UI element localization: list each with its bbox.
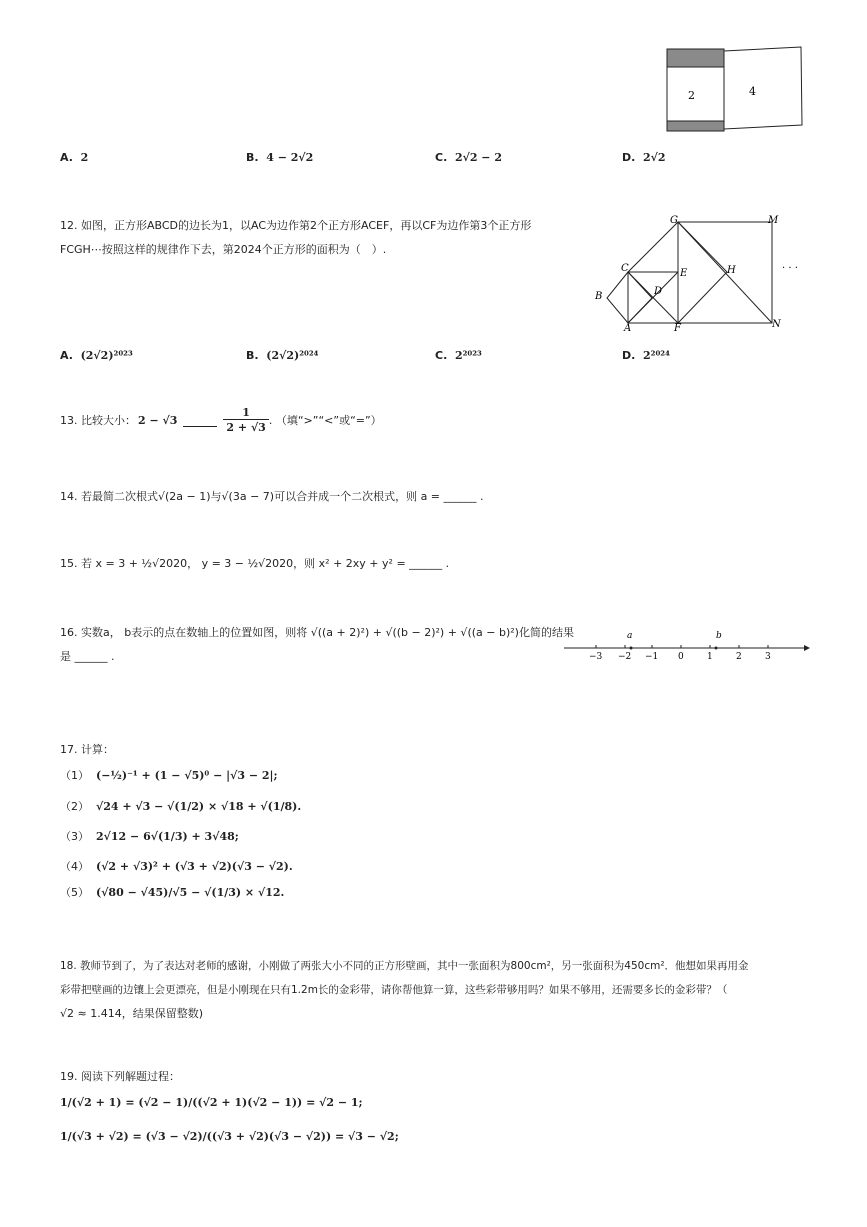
q17-item-5: （5） (√80 − √45)/√5 − √(1/3) × √12. [60, 886, 285, 899]
q12-option-b: B. (2√2)²⁰²⁴ [246, 349, 319, 362]
q12-label-n: N [772, 319, 781, 330]
q13-suffix: . （填“>”“<”或“=”） [268, 414, 382, 427]
q13-frac-den: 2 + √3 [223, 419, 268, 434]
q11-option-c: C. 2√2 − 2 [435, 151, 503, 164]
q12-option-a: A. (2√2)²⁰²³ [60, 349, 133, 362]
q16-tick-0: 0 [678, 652, 684, 662]
q15-text: 15. 若 x = 3 + ½√2020， y = 3 − ½√2020，则 x² + 2xy + y² = ______ . [60, 557, 450, 570]
q16-tick-1: 1 [707, 652, 713, 662]
q11-figure [660, 40, 810, 138]
q12-dots: · · · [782, 263, 798, 274]
q13-lhs: 2 − √3 [138, 413, 178, 427]
q12-label-c: C [621, 263, 629, 274]
q12-label-m: M [768, 215, 779, 226]
q12-option-c: C. 2²⁰²³ [435, 349, 482, 362]
q13-prefix: 13. 比较大小： [60, 414, 136, 427]
q11-shaded-bottom [667, 121, 724, 131]
q12-label-b: B [595, 291, 603, 302]
q17-item-4: （4） (√2 + √3)² + (√3 + √2)(√3 − √2). [60, 860, 293, 873]
q11-label-left: 2 [688, 89, 695, 102]
q11-shaded-top [667, 49, 724, 67]
q12-figure [590, 210, 815, 335]
q11-large-square [724, 47, 802, 129]
q19-eq1: 1/(√2 + 1) = (√2 − 1)/((√2 + 1)(√2 − 1)) = √2 − 1; [60, 1096, 363, 1109]
q11-option-d: D. 2√2 [622, 151, 666, 164]
q16-line1: 16. 实数a， b表示的点在数轴上的位置如图，则将 √((a + 2)²) + √((b − 2)²) + √((a − b)²)化简的结果 [60, 626, 574, 639]
q18-line1: 18. 教师节到了，为了表达对老师的感谢，小刚做了两张大小不同的正方形壁画，其中一张面积为800cm²，另一张面积为450cm²．他想如果再用金 [60, 960, 749, 972]
q13-line [60, 406, 382, 434]
q13-frac-num: 1 [242, 406, 250, 419]
q16-tick-2: 2 [736, 652, 742, 662]
q11-option-b: B. 4 − 2√2 [246, 151, 314, 164]
q16-number-line [560, 626, 810, 666]
q16-line2: 是 ______ . [60, 650, 115, 663]
q11-option-a: A. 2 [60, 151, 89, 164]
q16-label-b: b [716, 631, 722, 641]
q16-label-a: a [627, 631, 633, 641]
q14-text: 14. 若最简二次根式√(2a − 1)与√(3a − 7)可以合并成一个二次根式，则 a = ______ . [60, 490, 484, 503]
q17-item-1: （1） (−½)⁻¹ + (1 − √5)⁰ − |√3 − 2|; [60, 769, 278, 782]
q12-option-d: D. 2²⁰²⁴ [622, 349, 670, 362]
q13-answer-blank[interactable] [183, 414, 217, 427]
q12-line2: FCGH⋯按照这样的规律作下去，第2024个正方形的面积为（ ）. [60, 243, 387, 256]
q12-label-a: A [624, 323, 632, 334]
q12-label-e: E [680, 268, 688, 279]
q17-item-3: （3） 2√12 − 6√(1/3) + 3√48; [60, 830, 239, 843]
q16-tick-neg1: −1 [645, 652, 659, 662]
q12-label-d: D [654, 286, 663, 297]
q18-line3: √2 ≈ 1.414，结果保留整数) [60, 1007, 203, 1020]
q16-tick-neg3: −3 [589, 652, 603, 662]
q19-eq2: 1/(√3 + √2) = (√3 − √2)/((√3 + √2)(√3 − √2)) = √3 − √2; [60, 1130, 399, 1143]
q16-tick-3: 3 [765, 652, 771, 662]
q17-item-2: （2） √24 + √3 − √(1/2) × √18 + √(1/8). [60, 800, 302, 813]
q12-label-f: F [674, 323, 681, 334]
q12-line1: 12. 如图，正方形ABCD的边长为1，以AC为边作第2个正方形ACEF，再以CF为边作第3个正方形 [60, 219, 532, 232]
q16-point-b [715, 647, 718, 650]
q19-title: 19. 阅读下列解题过程： [60, 1070, 180, 1083]
q13-fraction [223, 406, 268, 434]
q18-line2: 彩带把壁画的边镶上会更漂亮，但是小刚现在只有1.2m长的金彩带，请你帮他算一算，这些彩带够用吗？如果不够用，还需要多长的金彩带？（ [60, 984, 728, 996]
q12-label-g: G [670, 215, 678, 226]
q16-point-a [630, 647, 633, 650]
q12-label-h: H [727, 265, 736, 276]
q16-tick-neg2: −2 [618, 652, 632, 662]
q17-title: 17. 计算： [60, 743, 114, 756]
q11-label-right: 4 [749, 85, 756, 98]
